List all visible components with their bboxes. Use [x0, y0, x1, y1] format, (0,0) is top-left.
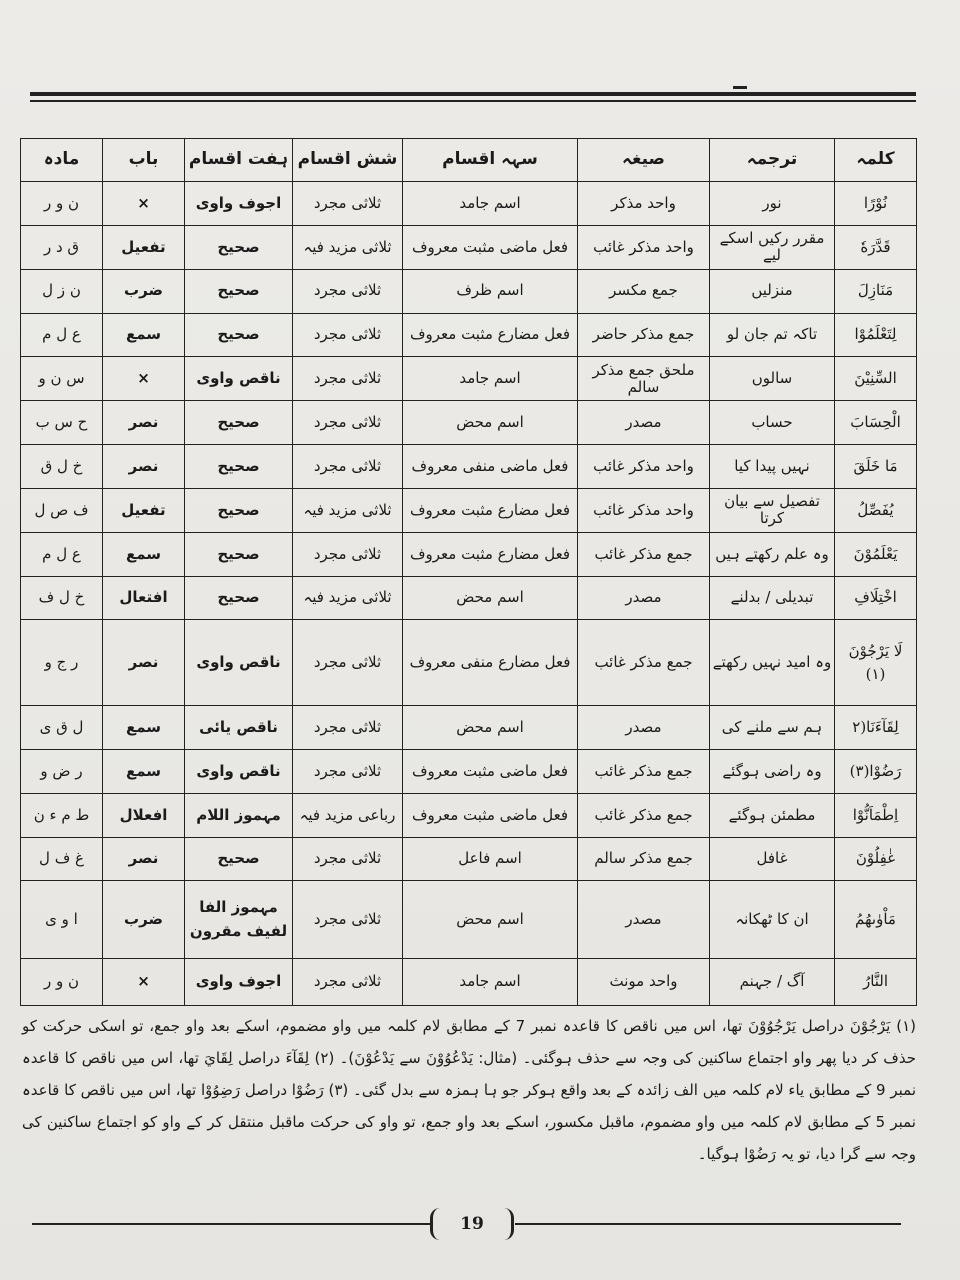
- cell-meaning: تاکہ تم جان لو: [710, 313, 835, 357]
- table-row: [21, 445, 917, 489]
- cell-form: ملحق جمع مذکر سالم: [578, 357, 710, 401]
- header-rule-thick: [30, 92, 916, 96]
- table-row: [21, 269, 917, 313]
- word-analysis-table: [20, 138, 917, 1006]
- cell-word: مَا خَلَقَ: [835, 445, 917, 489]
- cell-six-types: ثلاثی مجرد: [293, 620, 403, 706]
- header-root: مادہ: [21, 139, 103, 182]
- table-row: [21, 182, 917, 226]
- header-bab: باب: [103, 139, 185, 182]
- cell-six-types: ثلاثی مجرد: [293, 445, 403, 489]
- cell-form: مصدر: [578, 576, 710, 620]
- cell-seven-types: صحیح: [185, 445, 293, 489]
- cell-six-types: ثلاثی مزید فیہ: [293, 576, 403, 620]
- cell-six-types: ثلاثی مزید فیہ: [293, 225, 403, 269]
- cell-form: جمع مکسر: [578, 269, 710, 313]
- table-row: [21, 837, 917, 881]
- cell-root: ر ض و: [21, 749, 103, 793]
- cell-seven-types: صحیح: [185, 576, 293, 620]
- cell-six-types: ثلاثی مجرد: [293, 313, 403, 357]
- header-six-types: شش اقسام: [293, 139, 403, 182]
- cell-three-types: فعل ماضی مثبت معروف: [403, 749, 578, 793]
- cell-bab: سمع: [103, 532, 185, 576]
- table-row: [21, 576, 917, 620]
- footer-rule-right: [515, 1223, 901, 1225]
- cell-word: [835, 620, 917, 706]
- cell-meaning: ان کا ٹھکانہ: [710, 881, 835, 959]
- header-seven-types: ہفت اقسام: [185, 139, 293, 182]
- cell-bab: سمع: [103, 749, 185, 793]
- table-row: [21, 749, 917, 793]
- cell-form: مصدر: [578, 401, 710, 445]
- cell-root: خ ل ق: [21, 445, 103, 489]
- cell-root: ل ق ی: [21, 706, 103, 750]
- cell-bab: تفعیل: [103, 225, 185, 269]
- cell-word: اخْتِلَافِ: [835, 576, 917, 620]
- cell-form: جمع مذکر غائب: [578, 749, 710, 793]
- cell-meaning: سالوں: [710, 357, 835, 401]
- cell-word: الْحِسَابَ: [835, 401, 917, 445]
- cell-bab: نصر: [103, 445, 185, 489]
- cell-meaning: مقرر رکیں اسکے لیے: [710, 225, 835, 269]
- cell-bab: سمع: [103, 313, 185, 357]
- cell-six-types: ثلاثی مجرد: [293, 401, 403, 445]
- cell-form: جمع مذکر حاضر: [578, 313, 710, 357]
- cell-word: مَنَازِلَ: [835, 269, 917, 313]
- cell-bab: ×: [103, 958, 185, 1005]
- table-row: [21, 313, 917, 357]
- cell-root: ف ص ل: [21, 488, 103, 532]
- cell-meaning: وہ علم رکھتے ہیں: [710, 532, 835, 576]
- cell-root: ن و ر: [21, 182, 103, 226]
- cell-bab: تفعیل: [103, 488, 185, 532]
- cell-root: ن و ر: [21, 958, 103, 1005]
- table-row: [21, 706, 917, 750]
- cell-form: جمع مذکر غائب: [578, 620, 710, 706]
- header-form: صیغہ: [578, 139, 710, 182]
- cell-form: واحد مونث: [578, 958, 710, 1005]
- cell-meaning: وہ امید نہیں رکھتے: [710, 620, 835, 706]
- cell-meaning: مطمئن ہوگئے: [710, 793, 835, 837]
- seven-types-line-1: مہموز الفا: [199, 898, 278, 917]
- cell-three-types: اسم محض: [403, 401, 578, 445]
- table-body: [21, 182, 917, 1006]
- cell-six-types: رباعی مزید فیہ: [293, 793, 403, 837]
- cell-six-types: ثلاثی مجرد: [293, 269, 403, 313]
- cell-three-types: اسم جامد: [403, 958, 578, 1005]
- cell-meaning: تفصیل سے بیان کرتا: [710, 488, 835, 532]
- footnote-marker: (۱): [865, 664, 886, 683]
- cell-word: يَعْلَمُوْنَ: [835, 532, 917, 576]
- cell-root: ا و ی: [21, 881, 103, 959]
- cell-root: ن ز ل: [21, 269, 103, 313]
- cell-three-types: فعل مضارع منفی معروف: [403, 620, 578, 706]
- cell-word: اِطْمَاَنُّوْا: [835, 793, 917, 837]
- cell-form: واحد مذکر غائب: [578, 225, 710, 269]
- cell-meaning: حساب: [710, 401, 835, 445]
- cell-six-types: ثلاثی مجرد: [293, 357, 403, 401]
- cell-meaning: نور: [710, 182, 835, 226]
- cell-bab: افعلال: [103, 793, 185, 837]
- table-row: [21, 401, 917, 445]
- cell-three-types: فعل ماضی مثبت معروف: [403, 225, 578, 269]
- cell-six-types: ثلاثی مجرد: [293, 532, 403, 576]
- cell-seven-types: اجوف واوی: [185, 182, 293, 226]
- cell-bab: سمع: [103, 706, 185, 750]
- table-row: [21, 225, 917, 269]
- cell-root: س ن و: [21, 357, 103, 401]
- footnotes: [22, 1010, 916, 1170]
- header-three-types: سہہ اقسام: [403, 139, 578, 182]
- cell-three-types: اسم محض: [403, 881, 578, 959]
- cell-seven-types: مہموز اللام: [185, 793, 293, 837]
- cell-word: رَضُوْا(۳): [835, 749, 917, 793]
- cell-seven-types: صحیح: [185, 532, 293, 576]
- page-number: 19: [430, 1208, 514, 1240]
- cell-bab: نصر: [103, 401, 185, 445]
- cell-root: ع ل م: [21, 532, 103, 576]
- cell-six-types: ثلاثی مجرد: [293, 837, 403, 881]
- cell-meaning: وہ راضی ہوگئے: [710, 749, 835, 793]
- table-row: [21, 881, 917, 959]
- cell-form: جمع مذکر غائب: [578, 532, 710, 576]
- cell-form: واحد مذکر غائب: [578, 488, 710, 532]
- seven-types-line-2: لفیف مقرون: [189, 921, 288, 940]
- cell-seven-types: صحیح: [185, 225, 293, 269]
- header-mark: [733, 86, 747, 89]
- cell-bab: ضرب: [103, 269, 185, 313]
- table-row: [21, 620, 917, 706]
- footer-rule-left: [32, 1223, 432, 1225]
- cell-form: واحد مذکر غائب: [578, 445, 710, 489]
- cell-three-types: فعل مضارع مثبت معروف: [403, 532, 578, 576]
- cell-bab: ×: [103, 357, 185, 401]
- table-row: [21, 958, 917, 1005]
- cell-bab: ×: [103, 182, 185, 226]
- cell-root: ر ج و: [21, 620, 103, 706]
- cell-word: السِّنِيْنَ: [835, 357, 917, 401]
- cell-meaning: آگ / جہنم: [710, 958, 835, 1005]
- cell-three-types: اسم محض: [403, 706, 578, 750]
- cell-three-types: اسم محض: [403, 576, 578, 620]
- cell-root: ق د ر: [21, 225, 103, 269]
- cell-six-types: ثلاثی مجرد: [293, 706, 403, 750]
- cell-three-types: اسم جامد: [403, 357, 578, 401]
- cell-meaning: ہم سے ملنے کی: [710, 706, 835, 750]
- cell-bab: ضرب: [103, 881, 185, 959]
- cell-form: واحد مذکر: [578, 182, 710, 226]
- table-header-row: [21, 139, 917, 182]
- cell-seven-types: صحیح: [185, 313, 293, 357]
- cell-word: غٰفِلُوْنَ: [835, 837, 917, 881]
- cell-three-types: اسم فاعل: [403, 837, 578, 881]
- cell-six-types: ثلاثی مجرد: [293, 958, 403, 1005]
- footnote-text: (۱) يَرْجُوْنَ دراصل يَرْجُوُوْنَ تھا، اس میں ناقص کا قاعدہ نمبر 7 کے مطابق لام کلمہ میں واو مضموم، اسکے بعد واو جمع، تو اسکی حرکت کو حذف کر دیا پھر واو اجتماع ساکنین کی وجہ سے حذف ہوگئی۔ (مثال: يَدْعُوُوْنَ سے يَدْعُوْنَ)۔ (۲) لِقَآءَ دراصل لِقَايَ تھا، اس میں ناقص کا قاعدہ نمبر 9 کے مطابق یاء لام کلمہ میں الف زائدہ کے بعد واقع ہوکر جو ہا ہمزہ سے بدل گئی۔ (۳) رَضُوْا دراصل رَضِوُوْا تھا، اس میں ناقص کا قاعدہ نمبر 5 کے مطابق لام کلمہ میں واو مضموم، ماقبل مکسور، اسکے بعد واو جمع، تو واو کی حرکت ماقبل منتقل کر کے واو کو اجتماع ساکنین کی وجہ سے گرا دیا، تو یہ رَضُوْا ہوگیا۔: [22, 1017, 917, 1163]
- cell-form: مصدر: [578, 706, 710, 750]
- cell-seven-types: صحیح: [185, 488, 293, 532]
- table-row: [21, 488, 917, 532]
- table-row: [21, 793, 917, 837]
- cell-root: غ ف ل: [21, 837, 103, 881]
- cell-word: لِقَآءَنَا(۲: [835, 706, 917, 750]
- cell-seven-types: صحیح: [185, 269, 293, 313]
- cell-bab: نصر: [103, 620, 185, 706]
- cell-root: ح س ب: [21, 401, 103, 445]
- cell-bab: نصر: [103, 837, 185, 881]
- cell-seven-types: ناقص یائی: [185, 706, 293, 750]
- word-text: لَا يَرْجُوْنَ: [848, 641, 903, 660]
- header-rule-thin: [30, 100, 916, 102]
- cell-meaning: تبدیلی / بدلنے: [710, 576, 835, 620]
- cell-word: لِتَعْلَمُوْا: [835, 313, 917, 357]
- cell-seven-types: ناقص واوی: [185, 357, 293, 401]
- cell-six-types: ثلاثی مجرد: [293, 881, 403, 959]
- cell-six-types: ثلاثی مجرد: [293, 749, 403, 793]
- cell-three-types: فعل مضارع مثبت معروف: [403, 488, 578, 532]
- cell-word: مَاْوٰىهُمُ: [835, 881, 917, 959]
- cell-six-types: ثلاثی مجرد: [293, 182, 403, 226]
- cell-root: ط م ء ن: [21, 793, 103, 837]
- cell-seven-types: اجوف واوی: [185, 958, 293, 1005]
- cell-meaning: منزلیں: [710, 269, 835, 313]
- cell-seven-types: صحیح: [185, 401, 293, 445]
- cell-seven-types: [185, 881, 293, 959]
- cell-seven-types: ناقص واوی: [185, 620, 293, 706]
- cell-seven-types: ناقص واوی: [185, 749, 293, 793]
- cell-three-types: فعل ماضی مثبت معروف: [403, 793, 578, 837]
- cell-three-types: اسم جامد: [403, 182, 578, 226]
- cell-root: خ ل ف: [21, 576, 103, 620]
- header-word: کلمہ: [835, 139, 917, 182]
- cell-form: جمع مذکر سالم: [578, 837, 710, 881]
- cell-six-types: ثلاثی مزید فیہ: [293, 488, 403, 532]
- table-row: [21, 532, 917, 576]
- table-row: [21, 357, 917, 401]
- cell-word: قَدَّرَهٗ: [835, 225, 917, 269]
- cell-word: نُوْرًا: [835, 182, 917, 226]
- cell-word: النَّارُ: [835, 958, 917, 1005]
- cell-three-types: فعل ماضی منفی معروف: [403, 445, 578, 489]
- cell-seven-types: صحیح: [185, 837, 293, 881]
- cell-form: مصدر: [578, 881, 710, 959]
- cell-meaning: غافل: [710, 837, 835, 881]
- cell-word: يُفَصِّلُ: [835, 488, 917, 532]
- cell-meaning: نہیں پیدا کیا: [710, 445, 835, 489]
- cell-three-types: اسم ظرف: [403, 269, 578, 313]
- header-meaning: ترجمہ: [710, 139, 835, 182]
- cell-form: جمع مذکر غائب: [578, 793, 710, 837]
- cell-root: ع ل م: [21, 313, 103, 357]
- cell-bab: افتعال: [103, 576, 185, 620]
- cell-three-types: فعل مضارع مثبت معروف: [403, 313, 578, 357]
